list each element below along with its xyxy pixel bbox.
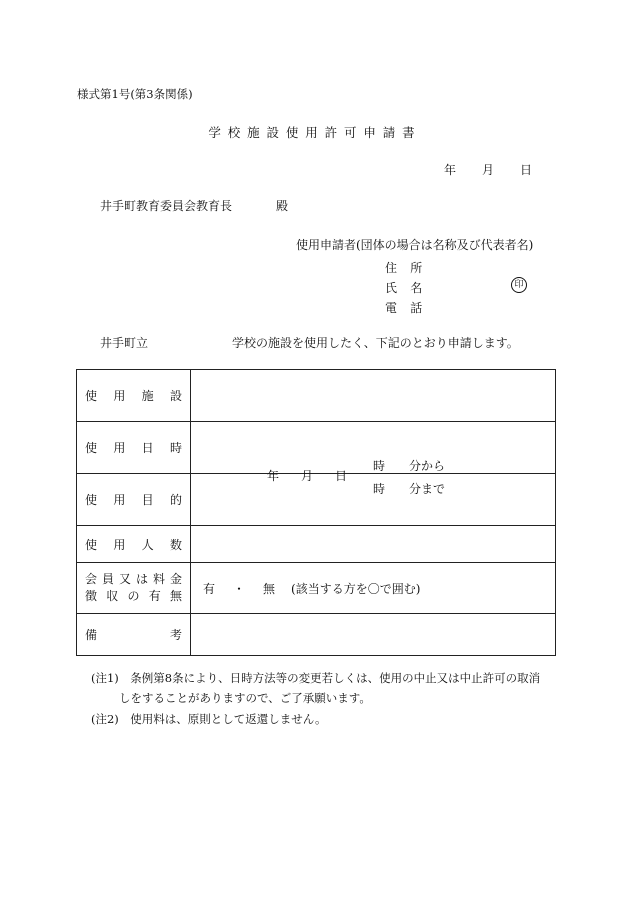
row-count (77, 526, 556, 563)
datetime-date (267, 467, 347, 484)
dt-from-label: 分から (409, 458, 446, 473)
fee-no[interactable]: 無 (263, 581, 276, 596)
fee-label-line1: 会員又は料金 (85, 572, 182, 586)
count-label: 使用人数 (77, 526, 191, 563)
row-fee (77, 563, 556, 614)
fee-options (191, 580, 555, 597)
dt-to-label: 分まで (409, 481, 446, 496)
application-table (76, 369, 556, 656)
facility-label: 使用施設 (77, 370, 191, 422)
remarks-field[interactable] (191, 614, 556, 656)
form-number: 様式第1号(第3条関係) (77, 87, 193, 101)
date-day: 日 (520, 163, 533, 177)
date-month: 月 (482, 163, 495, 177)
datetime-field[interactable] (191, 422, 556, 496)
fee-dot: ・ (233, 581, 246, 596)
purpose-label: 使用目的 (77, 474, 191, 526)
dt-year: 年 (267, 468, 280, 483)
request-prefix: 井手町立 (100, 336, 149, 350)
applicant-phone-label: 電話 (385, 301, 436, 315)
addressee-name: 井手町教育委員会教育長 (100, 199, 233, 213)
datetime-to (373, 480, 445, 497)
dt-month: 月 (301, 468, 314, 483)
row-datetime (77, 422, 556, 474)
fee-label-line2: 徴収の有無 (85, 589, 182, 603)
note-1-line-2: しをすることがありますので、ご了承願います。 (119, 691, 371, 705)
applicant-address-label: 住所 (385, 261, 436, 275)
addressee (100, 197, 288, 214)
request-body: 学校の施設を使用したく、下記のとおり申請します。 (232, 336, 519, 350)
count-field[interactable] (191, 526, 556, 563)
seal-mark: 印 (511, 277, 527, 293)
fee-yes[interactable]: 有 (203, 581, 216, 596)
dt-hour-to: 時 (373, 481, 386, 496)
addressee-honorific: 殿 (276, 199, 289, 213)
date-year: 年 (444, 163, 457, 177)
fee-field[interactable] (191, 563, 556, 614)
applicant-name-label: 氏名 (385, 281, 436, 295)
note-1-line-1: (注1) 条例第8条により、日時方法等の変更若しくは、使用の中止又は中止許可の取消 (91, 671, 541, 685)
note-2: (注2) 使用料は、原則として返還しません。 (91, 712, 327, 726)
datetime-from (373, 457, 445, 474)
dt-day: 日 (335, 468, 348, 483)
fee-note: (該当する方を〇で囲む) (291, 581, 421, 596)
applicant-heading: 使用申請者(団体の場合は名称及び代表者名) (296, 238, 534, 252)
row-remarks (77, 614, 556, 656)
datetime-label: 使用日時 (77, 422, 191, 474)
fee-label (77, 563, 191, 614)
row-facility (77, 370, 556, 422)
remarks-label: 備考 (77, 614, 191, 656)
document-title: 学校施設使用許可申請書 (208, 125, 422, 140)
date-line (444, 161, 532, 178)
dt-hour-from: 時 (373, 458, 386, 473)
facility-field[interactable] (191, 370, 556, 422)
